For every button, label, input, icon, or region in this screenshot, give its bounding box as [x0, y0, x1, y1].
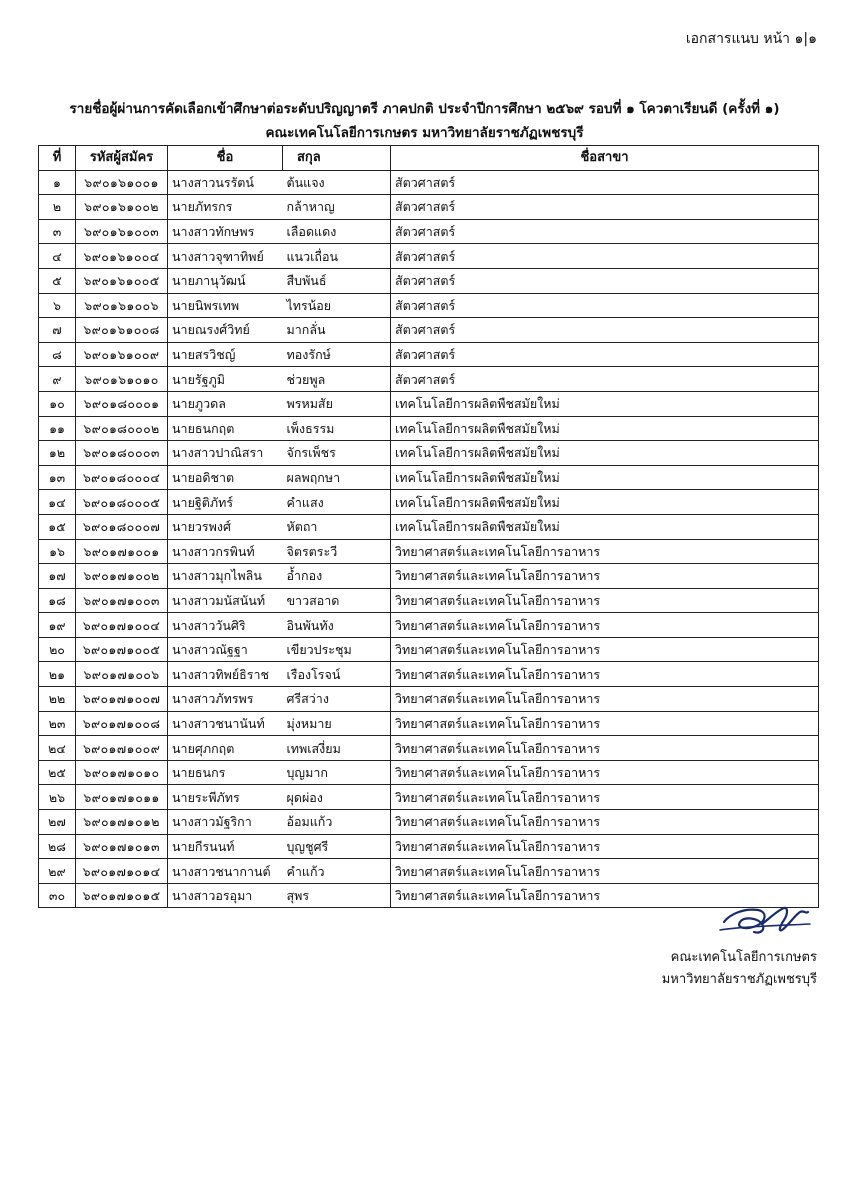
- cell-first-name: นางสาวณัฐฐา: [168, 637, 283, 662]
- table-row: [39, 465, 819, 490]
- table-row: [39, 367, 819, 392]
- cell-last-name: แนวเถื่อน: [283, 244, 391, 269]
- cell-first-name: นางสาวทิพย์ธิราช: [168, 662, 283, 687]
- cell-last-name: คำแสง: [283, 490, 391, 515]
- cell-code: ๖๙๐๑๗๑๐๑๑: [76, 785, 168, 810]
- cell-last-name: จักรเพ็ชร: [283, 441, 391, 466]
- cell-last-name: ผุดผ่อง: [283, 785, 391, 810]
- cell-last-name: อ้อมแก้ว: [283, 810, 391, 835]
- cell-major: วิทยาศาสตร์และเทคโนโลยีการอาหาร: [391, 810, 819, 835]
- cell-major: เทคโนโลยีการผลิตพืชสมัยใหม่: [391, 416, 819, 441]
- table-body: [39, 170, 819, 908]
- cell-major: วิทยาศาสตร์และเทคโนโลยีการอาหาร: [391, 637, 819, 662]
- cell-no: ๒๙: [39, 859, 76, 884]
- cell-no: ๑๒: [39, 441, 76, 466]
- header-first-name: ชื่อ: [168, 146, 283, 171]
- cell-first-name: นายธนกฤต: [168, 416, 283, 441]
- cell-no: ๓: [39, 219, 76, 244]
- cell-first-name: นายสรวิชญ์: [168, 342, 283, 367]
- cell-code: ๖๙๐๑๗๑๐๐๘: [76, 711, 168, 736]
- cell-last-name: มากลั่น: [283, 318, 391, 343]
- admission-table: [38, 145, 819, 908]
- cell-code: ๖๙๐๑๖๑๐๐๖: [76, 293, 168, 318]
- cell-code: ๖๙๐๑๗๑๐๐๓: [76, 588, 168, 613]
- header-no: ที่: [39, 146, 76, 171]
- cell-code: ๖๙๐๑๗๑๐๐๖: [76, 662, 168, 687]
- cell-first-name: นายกีรนนท์: [168, 834, 283, 859]
- table-row: [39, 219, 819, 244]
- cell-last-name: คำแก้ว: [283, 859, 391, 884]
- header-major: ชื่อสาขา: [391, 146, 819, 171]
- cell-major: วิทยาศาสตร์และเทคโนโลยีการอาหาร: [391, 859, 819, 884]
- table-row: [39, 268, 819, 293]
- cell-code: ๖๙๐๑๖๑๐๑๐: [76, 367, 168, 392]
- cell-code: ๖๙๐๑๗๑๐๐๔: [76, 613, 168, 638]
- cell-first-name: นางสาวอรอุมา: [168, 883, 283, 908]
- cell-major: สัตวศาสตร์: [391, 170, 819, 195]
- table-row: [39, 711, 819, 736]
- table-row: [39, 588, 819, 613]
- cell-no: ๒๒: [39, 687, 76, 712]
- cell-major: สัตวศาสตร์: [391, 244, 819, 269]
- cell-major: วิทยาศาสตร์และเทคโนโลยีการอาหาร: [391, 539, 819, 564]
- cell-code: ๖๙๐๑๖๑๐๐๕: [76, 268, 168, 293]
- table-row: [39, 613, 819, 638]
- cell-code: ๖๙๐๑๗๑๐๐๑: [76, 539, 168, 564]
- cell-major: วิทยาศาสตร์และเทคโนโลยีการอาหาร: [391, 785, 819, 810]
- table-row: [39, 318, 819, 343]
- table-row: [39, 760, 819, 785]
- cell-major: วิทยาศาสตร์และเทคโนโลยีการอาหาร: [391, 662, 819, 687]
- cell-last-name: พรหมสัย: [283, 391, 391, 416]
- table-row: [39, 391, 819, 416]
- cell-no: ๙: [39, 367, 76, 392]
- cell-last-name: ผลพฤกษา: [283, 465, 391, 490]
- cell-first-name: นายวรพงศ์: [168, 514, 283, 539]
- cell-first-name: นางสาวชนานันท์: [168, 711, 283, 736]
- document-subtitle: คณะเทคโนโลยีการเกษตร มหาวิทยาลัยราชภัฏเพชรบุรี: [265, 125, 584, 141]
- cell-code: ๖๙๐๑๗๑๐๑๓: [76, 834, 168, 859]
- cell-last-name: สุพร: [283, 883, 391, 908]
- cell-code: ๖๙๐๑๘๐๐๐๒: [76, 416, 168, 441]
- cell-last-name: เทพเสงี่ยม: [283, 736, 391, 761]
- cell-last-name: กล้าหาญ: [283, 195, 391, 220]
- cell-no: ๒๕: [39, 760, 76, 785]
- cell-first-name: นายภัทรกร: [168, 195, 283, 220]
- cell-no: ๑๕: [39, 514, 76, 539]
- cell-code: ๖๙๐๑๗๑๐๑๐: [76, 760, 168, 785]
- cell-major: เทคโนโลยีการผลิตพืชสมัยใหม่: [391, 441, 819, 466]
- cell-last-name: เขียวประชุม: [283, 637, 391, 662]
- cell-no: ๒๓: [39, 711, 76, 736]
- cell-code: ๖๙๐๑๖๑๐๐๓: [76, 219, 168, 244]
- cell-code: ๖๙๐๑๘๐๐๐๕: [76, 490, 168, 515]
- table-row: [39, 490, 819, 515]
- cell-last-name: เรืองโรจน์: [283, 662, 391, 687]
- table-row: [39, 687, 819, 712]
- table-row: [39, 170, 819, 195]
- cell-first-name: นายอดิชาต: [168, 465, 283, 490]
- cell-code: ๖๙๐๑๘๐๐๐๑: [76, 391, 168, 416]
- cell-first-name: นางสาวทักษพร: [168, 219, 283, 244]
- cell-last-name: ช่วยพูล: [283, 367, 391, 392]
- cell-first-name: นางสาววันศิริ: [168, 613, 283, 638]
- signature-image: [718, 900, 814, 940]
- cell-code: ๖๙๐๑๖๑๐๐๘: [76, 318, 168, 343]
- cell-last-name: อ้ำกอง: [283, 564, 391, 589]
- cell-code: ๖๙๐๑๘๐๐๐๔: [76, 465, 168, 490]
- cell-first-name: นางสาวปาณิสรา: [168, 441, 283, 466]
- cell-major: เทคโนโลยีการผลิตพืชสมัยใหม่: [391, 391, 819, 416]
- cell-major: วิทยาศาสตร์และเทคโนโลยีการอาหาร: [391, 588, 819, 613]
- cell-first-name: นางสาวมัฐริกา: [168, 810, 283, 835]
- table-row: [39, 416, 819, 441]
- cell-no: ๑๘: [39, 588, 76, 613]
- cell-first-name: นายรัฐภูมิ: [168, 367, 283, 392]
- cell-last-name: ขาวสอาด: [283, 588, 391, 613]
- cell-code: ๖๙๐๑๗๑๐๑๕: [76, 883, 168, 908]
- table-row: [39, 883, 819, 908]
- header-row: [39, 146, 819, 171]
- cell-major: สัตวศาสตร์: [391, 367, 819, 392]
- cell-no: ๘: [39, 342, 76, 367]
- cell-first-name: นายระพีภัทร: [168, 785, 283, 810]
- cell-no: ๒๖: [39, 785, 76, 810]
- cell-code: ๖๙๐๑๖๑๐๐๙: [76, 342, 168, 367]
- cell-last-name: จิตรตระวี: [283, 539, 391, 564]
- cell-code: ๖๙๐๑๗๑๐๑๒: [76, 810, 168, 835]
- cell-no: ๔: [39, 244, 76, 269]
- cell-first-name: นายภานุวัฒน์: [168, 268, 283, 293]
- cell-major: วิทยาศาสตร์และเทคโนโลยีการอาหาร: [391, 687, 819, 712]
- signature-university: มหาวิทยาลัยราชภัฏเพชรบุรี: [661, 972, 817, 987]
- cell-first-name: นางสาวชนากานต์: [168, 859, 283, 884]
- cell-major: สัตวศาสตร์: [391, 293, 819, 318]
- cell-code: ๖๙๐๑๗๑๐๐๕: [76, 637, 168, 662]
- cell-last-name: บุญมาก: [283, 760, 391, 785]
- cell-no: ๓๐: [39, 883, 76, 908]
- table-row: [39, 244, 819, 269]
- cell-no: ๖: [39, 293, 76, 318]
- cell-no: ๑๑: [39, 416, 76, 441]
- signature-faculty: คณะเทคโนโลยีการเกษตร: [670, 950, 817, 965]
- header-code: รหัสผู้สมัคร: [76, 146, 168, 171]
- cell-code: ๖๙๐๑๗๑๐๐๗: [76, 687, 168, 712]
- table-row: [39, 810, 819, 835]
- cell-code: ๖๙๐๑๘๐๐๐๗: [76, 514, 168, 539]
- cell-major: วิทยาศาสตร์และเทคโนโลยีการอาหาร: [391, 883, 819, 908]
- cell-no: ๒๔: [39, 736, 76, 761]
- table-header: [39, 146, 819, 171]
- page-reference: เอกสารแนบ หน้า ๑|๑: [685, 31, 817, 47]
- cell-last-name: หัตถา: [283, 514, 391, 539]
- table-row: [39, 564, 819, 589]
- cell-no: ๑๖: [39, 539, 76, 564]
- cell-no: ๑๗: [39, 564, 76, 589]
- table-row: [39, 785, 819, 810]
- table-row: [39, 834, 819, 859]
- cell-first-name: นายธนกร: [168, 760, 283, 785]
- table-row: [39, 514, 819, 539]
- cell-no: ๑๔: [39, 490, 76, 515]
- cell-last-name: ต้นแจง: [283, 170, 391, 195]
- cell-no: ๕: [39, 268, 76, 293]
- table-row: [39, 441, 819, 466]
- cell-major: สัตวศาสตร์: [391, 318, 819, 343]
- table-row: [39, 293, 819, 318]
- cell-code: ๖๙๐๑๖๑๐๐๒: [76, 195, 168, 220]
- cell-major: เทคโนโลยีการผลิตพืชสมัยใหม่: [391, 490, 819, 515]
- cell-major: วิทยาศาสตร์และเทคโนโลยีการอาหาร: [391, 760, 819, 785]
- cell-major: สัตวศาสตร์: [391, 268, 819, 293]
- cell-no: ๑: [39, 170, 76, 195]
- cell-first-name: นางสาวจุฑาทิพย์: [168, 244, 283, 269]
- cell-first-name: นางสาวภัทรพร: [168, 687, 283, 712]
- table-row: [39, 736, 819, 761]
- cell-first-name: นางสาวมุกไพลิน: [168, 564, 283, 589]
- cell-first-name: นางสาวมนัสนันท์: [168, 588, 283, 613]
- cell-last-name: อินพันทัง: [283, 613, 391, 638]
- cell-last-name: สืบพันธ์: [283, 268, 391, 293]
- cell-first-name: นายภูวดล: [168, 391, 283, 416]
- cell-no: ๑๓: [39, 465, 76, 490]
- cell-major: เทคโนโลยีการผลิตพืชสมัยใหม่: [391, 465, 819, 490]
- table-row: [39, 342, 819, 367]
- cell-first-name: นายณรงศ์วิทย์: [168, 318, 283, 343]
- cell-first-name: นางสาวนรรัตน์: [168, 170, 283, 195]
- cell-first-name: นางสาวกรพินท์: [168, 539, 283, 564]
- cell-last-name: เลือดแดง: [283, 219, 391, 244]
- cell-first-name: นายฐิติภัทร์: [168, 490, 283, 515]
- table-row: [39, 637, 819, 662]
- cell-no: ๒: [39, 195, 76, 220]
- table-row: [39, 539, 819, 564]
- cell-no: ๒๗: [39, 810, 76, 835]
- cell-major: วิทยาศาสตร์และเทคโนโลยีการอาหาร: [391, 613, 819, 638]
- cell-last-name: ไทรน้อย: [283, 293, 391, 318]
- cell-major: วิทยาศาสตร์และเทคโนโลยีการอาหาร: [391, 711, 819, 736]
- cell-no: ๗: [39, 318, 76, 343]
- table-row: [39, 195, 819, 220]
- cell-no: ๒๑: [39, 662, 76, 687]
- cell-no: ๑๙: [39, 613, 76, 638]
- cell-major: วิทยาศาสตร์และเทคโนโลยีการอาหาร: [391, 736, 819, 761]
- cell-code: ๖๙๐๑๗๑๐๑๔: [76, 859, 168, 884]
- document-title: รายชื่อผู้ผ่านการคัดเลือกเข้าศึกษาต่อระดับปริญญาตรี ภาคปกติ ประจำปีการศึกษา ๒๕๖๙ รอบที่ ๑ โควตาเรียนดี (ครั้งที่ ๑): [69, 101, 780, 117]
- cell-last-name: ทองรักษ์: [283, 342, 391, 367]
- cell-code: ๖๙๐๑๗๑๐๐๒: [76, 564, 168, 589]
- cell-code: ๖๙๐๑๖๑๐๐๔: [76, 244, 168, 269]
- cell-code: ๖๙๐๑๗๑๐๐๙: [76, 736, 168, 761]
- cell-major: สัตวศาสตร์: [391, 195, 819, 220]
- header-last-name: สกุล: [283, 146, 391, 171]
- cell-major: สัตวศาสตร์: [391, 219, 819, 244]
- table-row: [39, 859, 819, 884]
- table-row: [39, 662, 819, 687]
- cell-first-name: นายนิพรเทพ: [168, 293, 283, 318]
- cell-code: ๖๙๐๑๖๑๐๐๑: [76, 170, 168, 195]
- cell-last-name: เพ็งธรรม: [283, 416, 391, 441]
- cell-last-name: ศรีสว่าง: [283, 687, 391, 712]
- cell-no: ๒๐: [39, 637, 76, 662]
- cell-last-name: มุ่งหมาย: [283, 711, 391, 736]
- cell-first-name: นายศุภกฤต: [168, 736, 283, 761]
- cell-major: เทคโนโลยีการผลิตพืชสมัยใหม่: [391, 514, 819, 539]
- cell-no: ๑๐: [39, 391, 76, 416]
- cell-major: สัตวศาสตร์: [391, 342, 819, 367]
- cell-last-name: บุญชูศรี: [283, 834, 391, 859]
- cell-no: ๒๘: [39, 834, 76, 859]
- cell-major: วิทยาศาสตร์และเทคโนโลยีการอาหาร: [391, 834, 819, 859]
- cell-code: ๖๙๐๑๘๐๐๐๓: [76, 441, 168, 466]
- cell-major: วิทยาศาสตร์และเทคโนโลยีการอาหาร: [391, 564, 819, 589]
